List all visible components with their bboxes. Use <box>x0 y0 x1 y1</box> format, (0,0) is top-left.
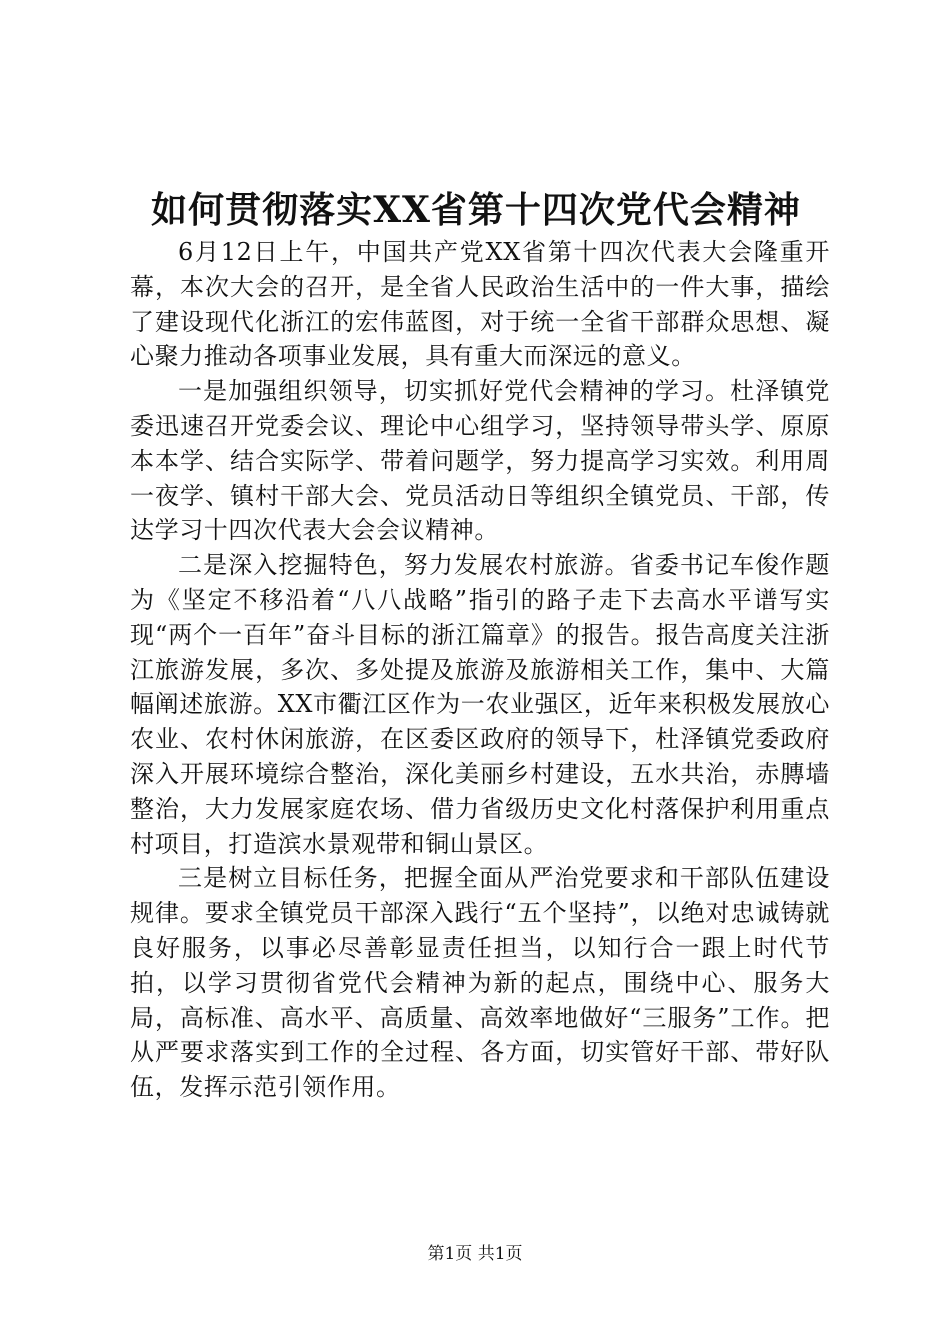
page-number-footer: 第1页 共1页 <box>427 1244 523 1264</box>
point-one-paragraph: 一是加强组织领导，切实抓好党代会精神的学习。杜泽镇党委迅速召开党委会议、理论中心组学习，坚持领导带头学、原原本本学、结合实际学、带着问题学，努力提高学习实效。利用周一夜学、镇村干部大会、党员活动日等组织全镇党员、干部，传达学习十四次代表大会会议精神。 <box>130 377 830 545</box>
point-two-paragraph: 二是深入挖掘特色，努力发展农村旅游。省委书记车俊作题为《坚定不移沿着“八八战略”指引的路子走下去高水平谱写实现“两个一百年”奋斗目标的浙江篇章》的报告。报告高度关注浙江旅游发展，多次、多处提及旅游及旅游相关工作，集中、大篇幅阐述旅游。XX市衢江区作为一农业强区，近年来积极发展放心农业、农村休闲旅游，在区委区政府的领导下，杜泽镇党委政府深入开展环境综合整治，深化美丽乡村建设，五水共治，赤膞墙整治，大力发展家庭农场、借力省级历史文化村落保护利用重点村项目，打造滨水景观带和铜山景区。 <box>130 551 830 858</box>
document-body <box>130 235 830 1105</box>
document-title: 如何贯彻落实XX省第十四次党代会精神 <box>151 189 801 231</box>
point-three-paragraph: 三是树立目标任务，把握全面从严治党要求和干部队伍建设规律。要求全镇党员干部深入践行“五个坚持”，以绝对忠诚铸就良好服务，以事必尽善彰显责任担当，以知行合一跟上时代节拍，以学习贯彻省党代会精神为新的起点，围绕中心、服务大局，高标准、高水平、高质量、高效率地做好“三服务”工作。把从严要求落实到工作的全过程、各方面，切实管好干部、带好队伍，发挥示范引领作用。 <box>130 864 830 1102</box>
intro-paragraph: 6月12日上午，中国共产党XX省第十四次代表大会隆重开幕，本次大会的召开，是全省人民政治生活中的一件大事，描绘了建设现代化浙江的宏伟蓝图，对于统一全省干部群众思想、凝心聚力推动各项事业发展，具有重大而深远的意义。 <box>130 238 830 371</box>
